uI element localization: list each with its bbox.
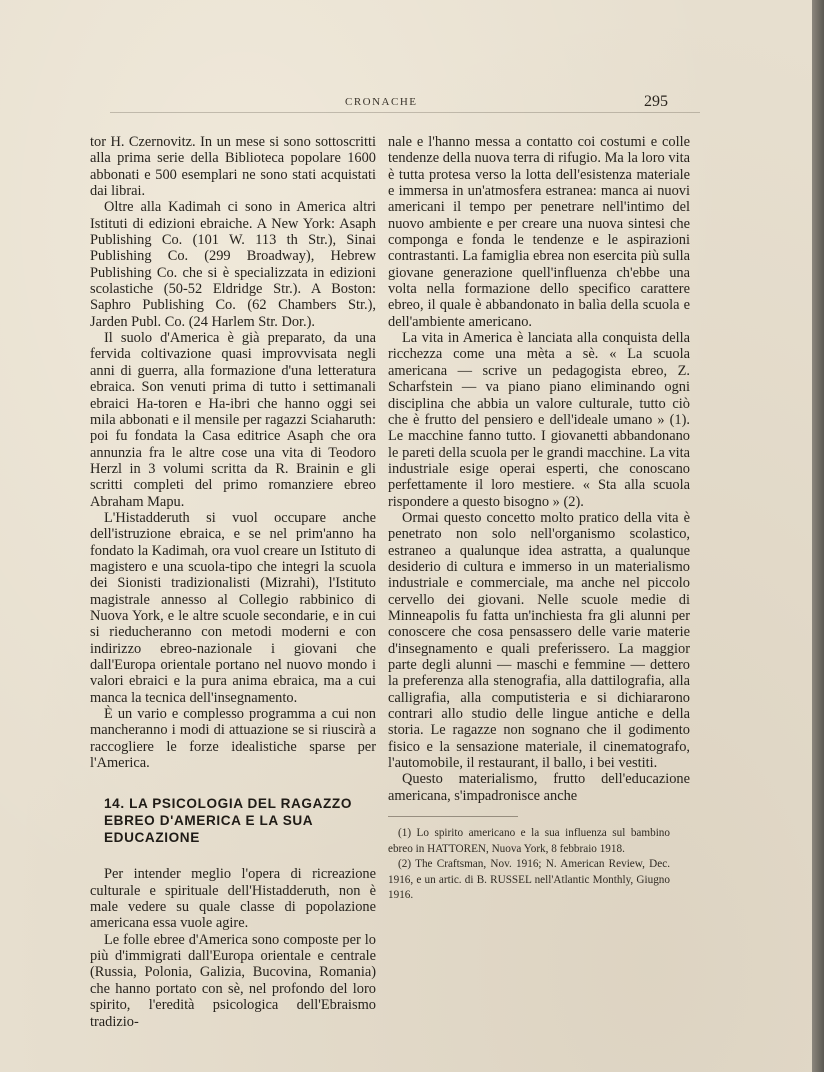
- header-rule: [110, 112, 700, 113]
- footnote-rule: [388, 816, 518, 817]
- right-column: [388, 134, 690, 804]
- paragraph: L'Histadderuth si vuol occupare anche dell'istruzione ebraica, e se nel prim'anno ha fondato la Kadimah, ora vuol creare un Istituto di magistero e una scuola-tipo che integri la scuola dei Sionisti tradizionalisti (Mizrahi), l'Istituto magistrale annesso al Collegio rabbinico di Nuova York, e le altre scuole secondarie, e in cui si rieducheranno con metodi moderni e con indirizzo ebreo-nazionale i giovani che dall'Europa orientale portano nel nuovo mondo i valori ebraici e la pura anima ebraica, ma a cui manca la tecnica dell'insegnamento.: [90, 509, 376, 706]
- paragraph: Per intender meglio l'opera di ricreazione culturale e spirituale dell'Histadderuth, non è male vedere su quale classe di popolazione americana essa vuole agire.: [90, 866, 376, 932]
- paragraph: Le folle ebree d'America sono composte per lo più d'immigrati dall'Europa orientale e centrale (Russia, Polonia, Galizia, Bucovina, Romania) che hanno portato con sè, nel profondo del loro spirito, l'eredità psicologica dell'Ebraismo tradizio-: [90, 931, 376, 1030]
- left-column: [90, 134, 376, 1030]
- paragraph: La vita in America è lanciata alla conquista della ricchezza come una mèta a sè. « La scuola americana — scrive un pedagogista ebreo, Z. Scharfstein — va piano piano eliminando ogni disciplina che abbia un valore culturale, tutto ciò che è frutto del pensiero e dell'ideale umano » (1). Le macchine fanno tutto. I giovanetti abbandonano le pareti della scuola per le grandi macchine. La vita industriale esige operai esperti, che conoscano perfettamente il loro mestiere. « Sta alla scuola rispondere a questo bisogno » (2).: [388, 330, 690, 510]
- footnotes: [388, 826, 670, 904]
- section-heading: 14. LA PSICOLOGIA DEL RAGAZZO EBREO D'AMERICA E LA SUA EDUCAZIONE: [104, 796, 353, 846]
- paragraph: Questo materialismo, frutto dell'educazione americana, s'impadronisce anche: [388, 771, 690, 804]
- running-head: CRONACHE: [345, 96, 418, 108]
- footnote: (1) Lo spirito americano e la sua influenza sul bambino ebreo in HATTOREN, Nuova York, 8 febbraio 1918.: [388, 827, 670, 855]
- page-number: 295: [644, 93, 668, 110]
- paragraph: nale e l'hanno messa a contatto coi costumi e colle tendenze della nuova terra di rifugio. Ma la loro vita è tutta protesa verso la lotta dell'esistenza materiale e immersa in un'atmosfera estranea: manca ai nuovi americani il tempo per penetrare nell'intimo del nuovo ambiente e per creare una nuova sintesi che componga e fonda le tendenze e le aspirazioni contrastanti. La famiglia ebrea non esercita più sulla giovane generazione quell'influenza ch'ebbe una volta nella formazione dello specifico carattere ebreo, il quale è abbandonato in balìa della scuola e dell'ambiente americano.: [388, 134, 690, 330]
- page-edge-shadow: [812, 0, 824, 1072]
- paragraph: È un vario e complesso programma a cui non mancheranno i modi di attuazione se si riuscirà a raccogliere le forze idealistiche sparse per l'America.: [90, 706, 376, 772]
- paragraph: Ormai questo concetto molto pratico della vita è penetrato non solo nell'organismo scolastico, estraneo a qualunque idea astratta, a qualunque desiderio di cultura e immerso in un materialismo industriale e commerciale, ma anche nel piccolo cervello dei giovani. Nelle scuole medie di Minneapolis fu fatta un'inchiesta fra gli alunni per conoscere che cosa pensassero delle varie materie d'insegnamento e quali preferissero. La maggior parte degli alunni — maschi e femmine — dettero la preferenza alla stenografia, alla dattilografia, alla calligrafia, alla computisteria e si dichiararono contrari allo studio delle lingue antiche e della storia. Le ragazze non sognano che il godimento fisico e la sensazione materiale, il cinematografo, l'automobile, il restaurant, il ballo, i bei vestiti.: [388, 509, 690, 772]
- paragraph: Oltre alla Kadimah ci sono in America altri Istituti di edizioni ebraiche. A New York: Asaph Publishing Co. (101 W. 113 th Str.), Sinai Publishing Co. (299 Broadway), Hebrew Publishing Co. che si è specializzata in edizioni scolastiche (50-52 Eldridge Str.). A Boston: Saphro Publishing Co. (62 Chambers Str.), Jarden Publ. Co. (24 Harlem Str. Dor.).: [90, 199, 376, 330]
- paragraph: tor H. Czernovitz. In un mese si sono sottoscritti alla prima serie della Biblioteca popolare 1600 abbonati e 500 esemplari ne sono stati acquistati dai librai.: [90, 134, 376, 200]
- paragraph: Il suolo d'America è già preparato, da una fervida coltivazione quasi improvvisata negli anni di guerra, alla formazione d'una letteratura ebraica. Son venuti prima di tutto i settimanali ebraici Ha-toren e Ha-ibri che hanno oggi sei mila abbonati e il mensile per ragazzi Sciaharuth: poi fu fondata la Casa editrice Asaph che ora annunzia fra le altre cose una vita di Teodoro Herzl in 3 volumi scritta da R. Brainin e gli scritti completi del primo romanziere ebreo Abraham Mapu.: [90, 330, 376, 510]
- footnote: (2) The Craftsman, Nov. 1916; N. American Review, Dec. 1916, e un artic. di B. RUSSEL nell'Atlantic Monthly, Giugno 1916.: [388, 858, 670, 901]
